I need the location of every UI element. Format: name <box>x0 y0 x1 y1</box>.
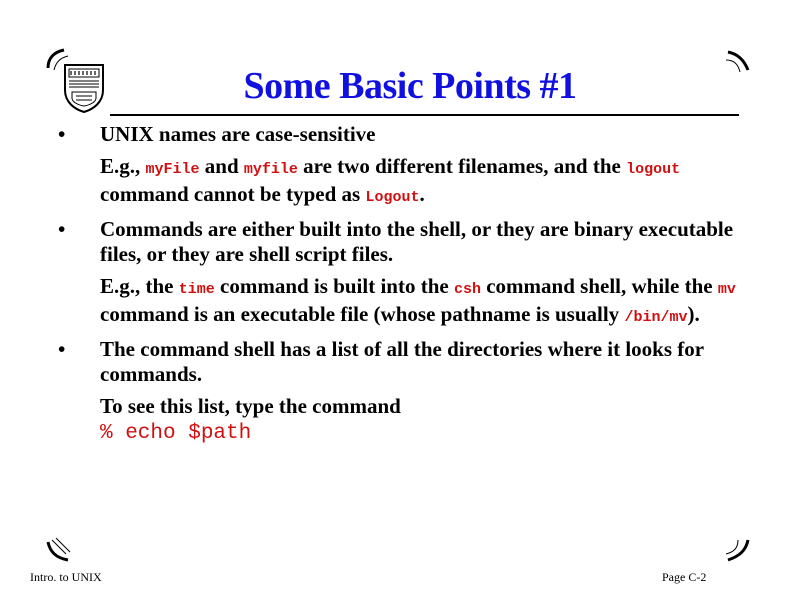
footer-course: Intro. to UNIX <box>30 570 102 584</box>
bullet-item <box>0 337 740 446</box>
code-token: logout <box>626 161 681 178</box>
footer-page-number: Page C-2 <box>662 570 707 584</box>
example-text: E.g., the <box>100 274 179 298</box>
slide-title: Some Basic Points #1 <box>243 65 577 107</box>
bullet-example <box>100 154 740 210</box>
example-text: command cannot be typed as <box>100 182 366 206</box>
code-token: time <box>178 281 215 298</box>
bullet-item <box>0 217 740 330</box>
bullet-example <box>100 274 740 330</box>
title-rule <box>110 114 739 116</box>
command-line <box>100 419 740 446</box>
corner-bottom-left-icon <box>44 536 72 564</box>
example-text: command shell, while the <box>480 274 718 298</box>
command-text: % echo $path <box>100 422 252 445</box>
corner-top-right-icon <box>724 46 752 74</box>
code-token: csh <box>453 281 481 298</box>
example-text: ). <box>687 302 700 326</box>
example-text: . <box>419 182 425 206</box>
bullet-example: To see this list, type the command <box>100 394 401 418</box>
bullet-main-text: UNIX names are case-sensitive <box>100 122 376 146</box>
bullet-main-text: The command shell has a list of all the directories where it looks for commands. <box>100 337 704 386</box>
code-token: Logout <box>365 189 420 206</box>
example-text: command is built into the <box>214 274 454 298</box>
example-text: E.g., <box>100 154 146 178</box>
bullet-main-text: Commands are either built into the shell, or they are binary executable files, or they are shell script files. <box>100 217 734 266</box>
example-text: command is an executable file (whose pathname is usually <box>100 302 625 326</box>
code-token: myFile <box>145 161 200 178</box>
corner-bottom-right-icon <box>724 536 752 564</box>
code-token: /bin/mv <box>624 309 688 326</box>
bullet-item <box>0 122 740 210</box>
slide-body <box>0 122 792 453</box>
bullet-glyph: • <box>58 122 66 146</box>
code-token: mv <box>717 281 736 298</box>
example-text: and <box>199 154 244 178</box>
university-crest-icon <box>62 62 106 114</box>
bullet-glyph: • <box>58 217 66 241</box>
bullet-glyph: • <box>58 337 66 361</box>
code-token: myfile <box>243 161 298 178</box>
example-text: are two different filenames, and the <box>297 154 627 178</box>
